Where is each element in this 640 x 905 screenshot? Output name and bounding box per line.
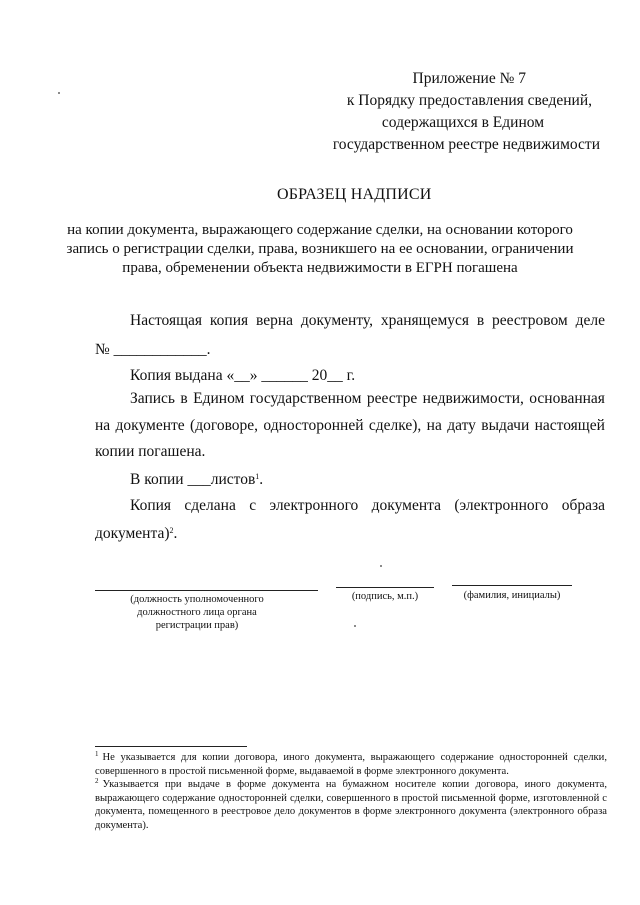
paragraph-1-line-1: Настоящая копия верна документу, хранящемуся в реестровом деле — [130, 312, 605, 329]
footnote-ref-1: 1 — [255, 472, 260, 481]
scan-speck — [354, 625, 356, 627]
copy-issued-date: Копия выдана «__» ______ 20__ г. — [130, 367, 356, 384]
name-caption: (фамилия, инициалы) — [463, 590, 561, 601]
appendix-line-3: содержащихся в Едином — [381, 114, 544, 131]
signature-caption: (подпись, м.п.) — [351, 591, 419, 602]
paragraph-3-line-2: на документе (договоре, односторонней сделке), на дату выдачи настоящей — [95, 417, 605, 434]
footnote-2: $^2$ Указывается при выдаче в форме документа на бумажном носителе копии договора, иного документа, выражающего содержание односторонней сделки, совершенного в простой письменной форме, изготовленной с документа, помещенного в реестровое дело документов в форме электронного документа (электронного образа документа). — [95, 777, 607, 831]
registry-case-number: № ____________. — [95, 341, 211, 358]
name-signature-line — [452, 585, 572, 586]
appendix-header — [333, 68, 600, 156]
footnote-1: $^1$ Не указывается для копии договора, иного документа, выражающего содержание односторонней сделки, совершенного в простой письменной форме, выдаваемой в форме электронного документа. — [95, 750, 607, 777]
paragraph-5-line-2: документа)$^2$. — [95, 525, 178, 542]
scan-speck — [58, 92, 60, 94]
document-subtitle: на копии документа, выражающего содержание сделки, на основании которого запись о регистрации сделки, права, возникшего на ее основании, ограничении права, обременении объекта недвижимости в ЕГРН погашена — [66, 222, 574, 276]
paragraph-3-line-1: Запись в Едином государственном реестре недвижимости, основанная — [130, 390, 605, 407]
footnote-separator — [95, 746, 247, 747]
footnote-ref-2: 2 — [169, 526, 174, 535]
appendix-line-2: к Порядку предоставления сведений, — [346, 92, 592, 109]
scan-speck — [380, 565, 382, 567]
appendix-number: Приложение № 7 — [412, 70, 526, 87]
footnote-1-mark: 1 — [95, 750, 99, 758]
paragraph-3-line-3: копии погашена. — [95, 443, 206, 460]
signature-line — [336, 587, 434, 588]
paragraph-5-line-1: Копия сделана с электронного документа (электронного образа — [130, 497, 605, 514]
position-caption: (должность уполномоченного должностного лица органа регистрации прав) — [130, 594, 264, 631]
position-signature-line — [95, 590, 318, 591]
appendix-line-4: государственном реестре недвижимости — [332, 136, 600, 153]
sheet-count-line: В копии ___листов$^1$. — [130, 471, 264, 488]
document-title: ОБРАЗЕЦ НАДПИСИ — [277, 186, 432, 203]
footnote-2-mark: 2 — [95, 777, 99, 785]
